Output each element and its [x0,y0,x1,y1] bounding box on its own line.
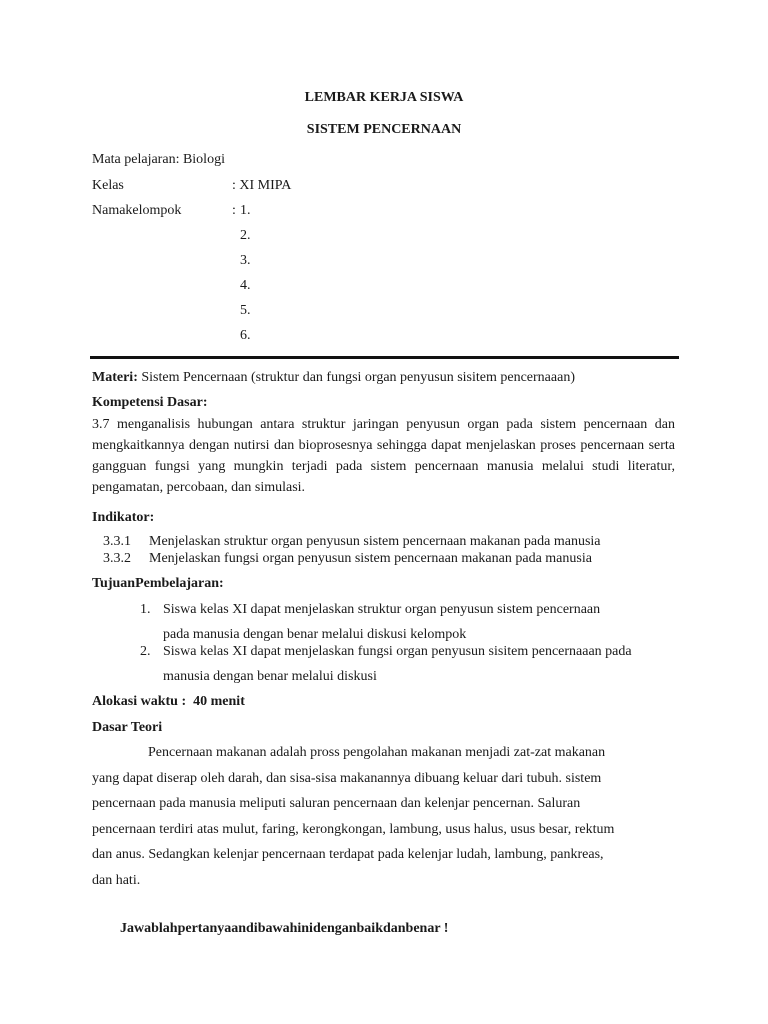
member-number: 1. [240,203,251,218]
indikator-text: Menjelaskan fungsi organ penyusun sistem pencernaan makanan pada manusia [149,551,592,566]
indikator-number: 3.3.2 [103,551,131,566]
tujuan-number: 2. [140,644,151,659]
indikator-number: 3.3.1 [103,534,131,549]
tujuan-text: Siswa kelas XI dapat menjelaskan struktur organ penyusun sistem pencernaan [163,602,601,617]
materi-line [92,369,575,386]
page-title: LEMBAR KERJA SISWA [304,90,464,105]
page-subtitle: SISTEM PENCERNAAN [306,122,462,137]
section-divider [90,356,679,359]
tujuan-text: manusia dengan benar melalui diskusi [163,669,377,684]
kompetensi-text: 3.7 menganalisis hubungan antara struktur jaringan penyusun organ pada sistem pencernaan dan mengkaitkannya dengan nutirsi dan bioprosesnya sehingga dapat menjelaskan proses pencernaan serta gangguan fungsi yang mungkin terjadi pada sistem pencernaan manusia melalui studi literatur, pengamatan, percobaan, dan simulasi. [92,417,675,495]
indikator-text: Menjelaskan struktur organ penyusun sistem pencernaan makanan pada manusia [149,534,601,549]
teori-line: Pencernaan makanan adalah pross pengolahan makanan menjadi zat-zat makanan [148,745,606,760]
tujuan-text: Siswa kelas XI dapat menjelaskan fungsi organ penyusun sisitem pencernaaan pada [163,644,632,659]
member-number: 4. [240,278,251,293]
tujuan-number: 1. [140,602,151,617]
member-number: 5. [240,303,251,318]
member-number: 3. [240,253,251,268]
alokasi-line [92,693,245,710]
dasar-teori-label: Dasar Teori [92,720,163,735]
mata-pelajaran: Mata pelajaran: Biologi [92,152,225,167]
tujuan-text: pada manusia dengan benar melalui diskusi kelompok [163,627,467,642]
dasar-teori-text [92,740,675,894]
teori-line: dan anus. Sedangkan kelenjar pencernaan terdapat pada kelenjar ludah, lambung, pankreas, [92,847,604,863]
tujuan-label: TujuanPembelajaran: [92,576,224,591]
alokasi-value: 40 menit [193,694,245,709]
member-number: 6. [240,328,251,343]
kelompok-label: Namakelompok [92,203,182,218]
indikator-label: Indikator: [92,510,155,525]
kelas-value: : XI MIPA [232,178,292,193]
teori-line: yang dapat diserap oleh darah, dan sisa-sisa makanannya dibuang keluar dari tubuh. sistem [92,770,602,786]
kompetensi-label: Kompetensi Dasar: [92,395,208,410]
materi-label: Materi: [92,370,138,385]
kelompok-colon: : [232,203,236,218]
teori-line: pencernaan pada manusia meliputi saluran pencernaan dan kelenjar pencernan. Saluran [92,796,581,812]
teori-line: dan hati. [92,872,141,888]
teori-line: pencernaan terdiri atas mulut, faring, kerongkongan, lambung, usus halus, usus besar, rektum [92,821,615,837]
instruction-text: Jawablahpertanyaandibawahinidenganbaikdanbenar ! [120,921,449,936]
materi-text: Sistem Pencernaan (struktur dan fungsi organ penyusun sisitem pencernaaan) [141,370,575,385]
member-number: 2. [240,228,251,243]
alokasi-label: Alokasi waktu : [92,694,187,709]
kelas-label: Kelas [92,178,124,193]
